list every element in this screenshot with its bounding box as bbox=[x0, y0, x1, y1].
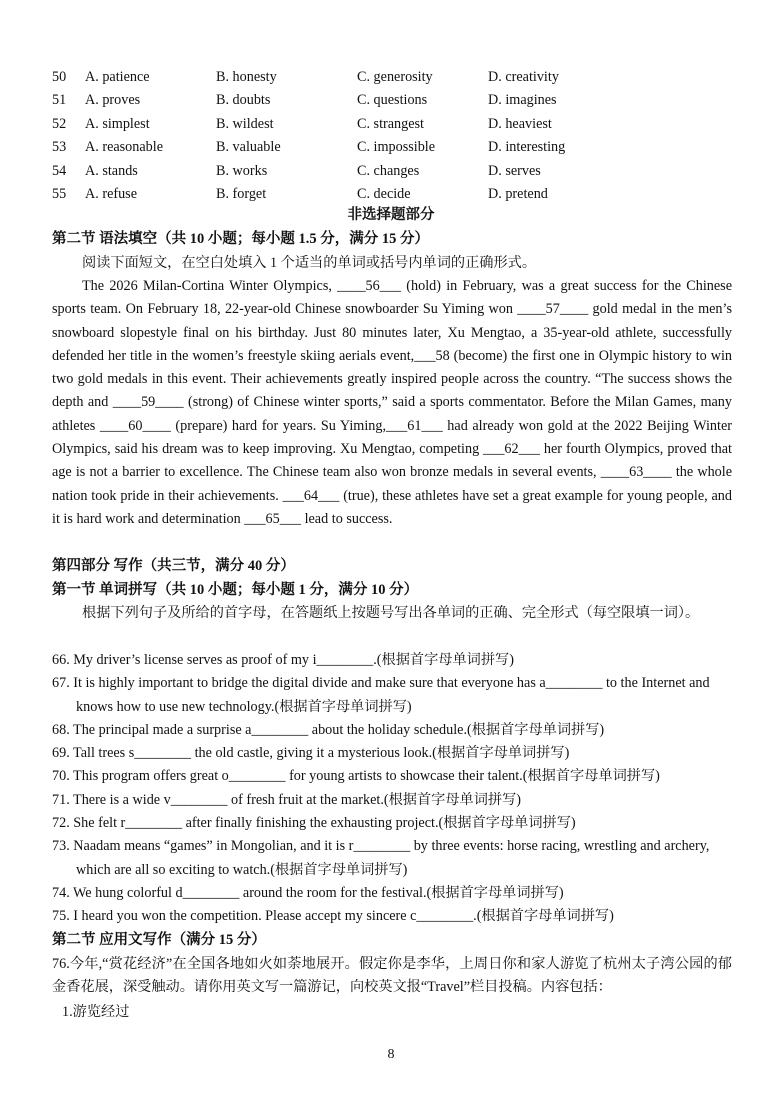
option-b: B. honesty bbox=[216, 69, 277, 85]
option-b: B. valuable bbox=[216, 139, 281, 156]
list-item: 69. Tall trees s________ the old castle, giving it a mysterious look.(根据首字母单词拼写) bbox=[52, 745, 570, 762]
option-a: A. reasonable bbox=[85, 139, 163, 156]
question-number: 55 bbox=[52, 185, 67, 202]
page-number: 8 bbox=[387, 1047, 395, 1062]
grammar-instruction-text: 阅读下面短文，在空白处填入 1 个适当的单词或括号内单词的正确形式。 bbox=[82, 255, 537, 271]
option-row bbox=[52, 89, 752, 112]
spelling-instruction-text: 根据下列句子及所给的首字母，在答题纸上按题号写出各单词的正确、完全形式（每空限填一词）。 bbox=[82, 605, 700, 621]
list-item: 72. She felt r________ after finally finishing the exhausting project.(根据首字母单词拼写) bbox=[52, 815, 576, 832]
option-row bbox=[52, 66, 752, 89]
option-a: A. patience bbox=[85, 69, 150, 85]
section-title-nonchoice: 非选择题部分 bbox=[347, 207, 435, 223]
question-number: 50 bbox=[52, 69, 67, 85]
option-c: C. changes bbox=[357, 162, 420, 179]
grammar-passage-text: The 2026 Milan-Cortina Winter Olympics, ____56___ (hold) in February, was a great success for the Chinese sports team. On February 18, 22-year-old Chinese snowboarder Su Yiming won ____57____ gold medal in the men’s snowboard slopestyle final on his birthday. Just 80 minutes later, Xu Mengtao, a 35-year-old athlete, successfully defended her title in the women’s freestyle skiing aerials event,___58 (become) the first one in Olympic history to win two gold medals in this event. Their achievements greatly inspired people across the country. “The success shows the depth and ____59____ (strong) of Chinese winter sports,” said a sports commentator. Before the Milan Games, many athletes ____60____ (prepare) hard for years. Su Yiming,___61___ had already won gold at the 2022 Beijing Winter Olympics, said his dream was to keep improving. Xu Mengtao, competing ___62___ her fourth Olympics, proved that age is not a barrier to excellence. The Chinese team also won bronze medals in several events, ____63____ the whole nation took pride in their achievements. ___64___ (true), these athletes have set a great example for young people, and it is hard work and determination ___65___ lead to success. bbox=[52, 278, 732, 527]
choice-options bbox=[52, 66, 752, 206]
spelling-items bbox=[52, 649, 742, 929]
question-number: 54 bbox=[52, 162, 67, 179]
list-item: 67. It is highly important to bridge the digital divide and make sure that everyone has a________ to the Internet and knows how to use new technology.(根据首字母单词拼写) bbox=[52, 675, 710, 715]
list-item: 73. Naadam means “games” in Mongolian, and it is r________ by three events: horse racing, wrestling and archery, which are all so exciting to watch.(根据首字母单词拼写) bbox=[52, 838, 710, 878]
writing-task: 76.今年,“赏花经济”在全国各地如火如荼地展开。假定你是李华，上周日你和家人游览了杭州太子湾公园的郁金香花展，深受触动。请你用英文写一篇游记，向校英文报“Travel”栏目投稿。内容包括： bbox=[52, 956, 732, 996]
list-item: 74. We hung colorful d________ around the room for the festival.(根据首字母单词拼写) bbox=[52, 884, 564, 901]
grammar-heading: 第二节 语法填空（共 10 小题；每小题 1.5 分，满分 15 分） bbox=[52, 231, 429, 247]
list-item: 66. My driver’s license serves as proof of my i________.(根据首字母单词拼写) bbox=[52, 652, 514, 668]
option-c: C. questions bbox=[357, 92, 428, 109]
option-d: D. imagines bbox=[488, 92, 557, 109]
list-item: 71. There is a wide v________ of fresh fruit at the market.(根据首字母单词拼写) bbox=[52, 791, 522, 808]
list-item: 70. This program offers great o________ for young artists to showcase their talent.(根据首字母单词拼写) bbox=[52, 768, 660, 785]
option-d: D. creativity bbox=[488, 69, 559, 85]
option-b: B. forget bbox=[216, 185, 267, 202]
option-b: B. wildest bbox=[216, 115, 274, 132]
option-c: C. strangest bbox=[357, 115, 424, 132]
option-c: C. decide bbox=[357, 185, 411, 202]
option-c: C. generosity bbox=[357, 69, 433, 85]
option-a: A. simplest bbox=[85, 115, 150, 132]
option-a: A. proves bbox=[85, 92, 141, 109]
grammar-instruction bbox=[52, 252, 732, 275]
option-a: A. refuse bbox=[85, 185, 137, 202]
option-b: B. doubts bbox=[216, 92, 271, 109]
question-number: 52 bbox=[52, 115, 67, 132]
option-a: A. stands bbox=[85, 162, 138, 179]
option-d: D. heaviest bbox=[488, 115, 552, 132]
option-b: B. works bbox=[216, 162, 268, 179]
question-number: 53 bbox=[52, 139, 67, 156]
option-row bbox=[52, 183, 752, 206]
option-row bbox=[52, 113, 752, 136]
option-d: D. interesting bbox=[488, 139, 566, 156]
writing-heading: 第二节 应用文写作（满分 15 分） bbox=[52, 932, 266, 948]
writing-point-1: 1.游览经过 bbox=[62, 1004, 130, 1020]
grammar-passage bbox=[52, 275, 732, 531]
list-item: 68. The principal made a surprise a________ about the holiday schedule.(根据首字母单词拼写) bbox=[52, 721, 605, 738]
spelling-instruction bbox=[52, 602, 732, 625]
option-d: D. pretend bbox=[488, 185, 548, 202]
option-c: C. impossible bbox=[357, 139, 436, 156]
spelling-heading: 第一节 单词拼写（共 10 小题；每小题 1 分，满分 10 分） bbox=[52, 582, 419, 598]
option-d: D. serves bbox=[488, 162, 541, 179]
option-row bbox=[52, 160, 752, 183]
part4-heading: 第四部分 写作（共三节，满分 40 分） bbox=[52, 558, 295, 574]
option-row bbox=[52, 136, 752, 159]
question-number: 51 bbox=[52, 92, 67, 109]
list-item: 75. I heard you won the competition. Please accept my sincere c________.(根据首字母单词拼写) bbox=[52, 908, 614, 925]
